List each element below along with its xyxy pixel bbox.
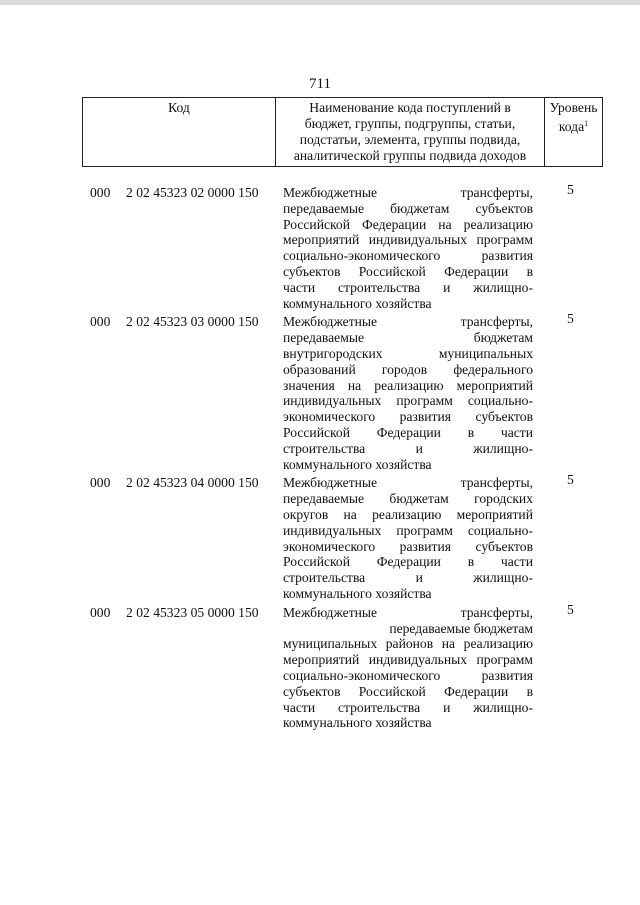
description-line: субъектов Российской Федерации в (283, 683, 533, 699)
table-row (0, 311, 640, 472)
income-code-cell: 2 02 45323 03 0000 150 (126, 314, 259, 330)
page-top-edge (0, 0, 640, 5)
description-line: строительства и жилищно- (283, 440, 533, 456)
admin-code-cell: 000 (90, 314, 111, 330)
description-cell (283, 602, 533, 731)
description-line: экономического развития субъектов (283, 538, 533, 554)
level-cell: 5 (567, 601, 574, 617)
description-line: внутригородских муниципальных (283, 345, 533, 361)
description-line: Межбюджетные трансферты, (283, 475, 533, 491)
admin-code-cell: 000 (90, 185, 111, 200)
description-line: коммунального хозяйства (283, 585, 432, 601)
description-line: коммунального хозяйства (283, 456, 432, 472)
description-line: образований городов федерального (283, 361, 533, 377)
header-name-line: аналитической группы подвида доходов (293, 148, 527, 163)
description-line: Межбюджетные трансферты, (283, 185, 533, 200)
description-line: социально-экономического развития (283, 667, 533, 683)
description-line: мероприятий индивидуальных программ (283, 652, 533, 668)
description-line: Российской Федерации в части (283, 424, 533, 440)
header-level-line: Уровень (549, 100, 598, 115)
page-number: 711 (309, 76, 331, 92)
header-level-cell (545, 98, 603, 167)
admin-code-cell: 000 (90, 604, 111, 620)
description-line: части строительства и жилищно- (283, 699, 533, 715)
description-line: части строительства и жилищно- (283, 279, 533, 295)
description-line: Межбюджетные трансферты, (283, 604, 533, 620)
table-body (0, 182, 640, 731)
description-line: передаваемые бюджетам городских (283, 491, 533, 507)
table-row (0, 602, 640, 731)
description-line: индивидуальных программ социально- (283, 393, 533, 409)
description-line: коммунального хозяйства (283, 295, 432, 311)
description-line: передаваемые бюджетам субъектов (283, 200, 533, 216)
footnote-marker: 1 (584, 119, 589, 128)
income-code-cell: 2 02 45323 04 0000 150 (126, 475, 259, 491)
description-line: мероприятий индивидуальных программ (283, 232, 533, 248)
table-row (0, 182, 640, 311)
level-cell: 5 (567, 182, 574, 197)
description-cell (283, 182, 533, 311)
header-name-line: бюджет, группы, подгруппы, статьи, (304, 116, 516, 131)
table-header-row (83, 98, 603, 167)
header-level-line (548, 116, 599, 135)
header-code-cell: Код (83, 98, 276, 167)
description-cell (283, 311, 533, 472)
description-line: муниципальных районов на реализацию (283, 636, 533, 652)
description-line: коммунального хозяйства (283, 715, 432, 731)
income-code-cell: 2 02 45323 02 0000 150 (126, 185, 259, 200)
description-line: индивидуальных программ социально- (283, 522, 533, 538)
description-cell (283, 472, 533, 601)
description-line: экономического развития субъектов (283, 409, 533, 425)
level-cell: 5 (567, 311, 574, 327)
description-line: Российской Федерации в части (283, 554, 533, 570)
income-code-cell: 2 02 45323 05 0000 150 (126, 604, 259, 620)
header-name-line: Наименование кода поступлений в (309, 100, 511, 115)
header-level-label: кода (558, 119, 585, 134)
table-header (82, 97, 603, 167)
description-line: передаваемые бюджетам (389, 620, 533, 636)
header-name-cell (276, 98, 545, 167)
description-line: передаваемые бюджетам (283, 330, 533, 346)
description-line: социально-экономического развития (283, 248, 533, 264)
header-name-line: подстатьи, элемента, группы подвида, (299, 132, 521, 147)
description-line: значения на реализацию мероприятий (283, 377, 533, 393)
description-line: округов на реализацию мероприятий (283, 506, 533, 522)
description-line: Межбюджетные трансферты, (283, 314, 533, 330)
admin-code-cell: 000 (90, 475, 111, 491)
description-line: строительства и жилищно- (283, 570, 533, 586)
description-line: субъектов Российской Федерации в (283, 263, 533, 279)
description-line: Российской Федерации на реализацию (283, 216, 533, 232)
level-cell: 5 (567, 472, 574, 488)
table-row (0, 472, 640, 601)
